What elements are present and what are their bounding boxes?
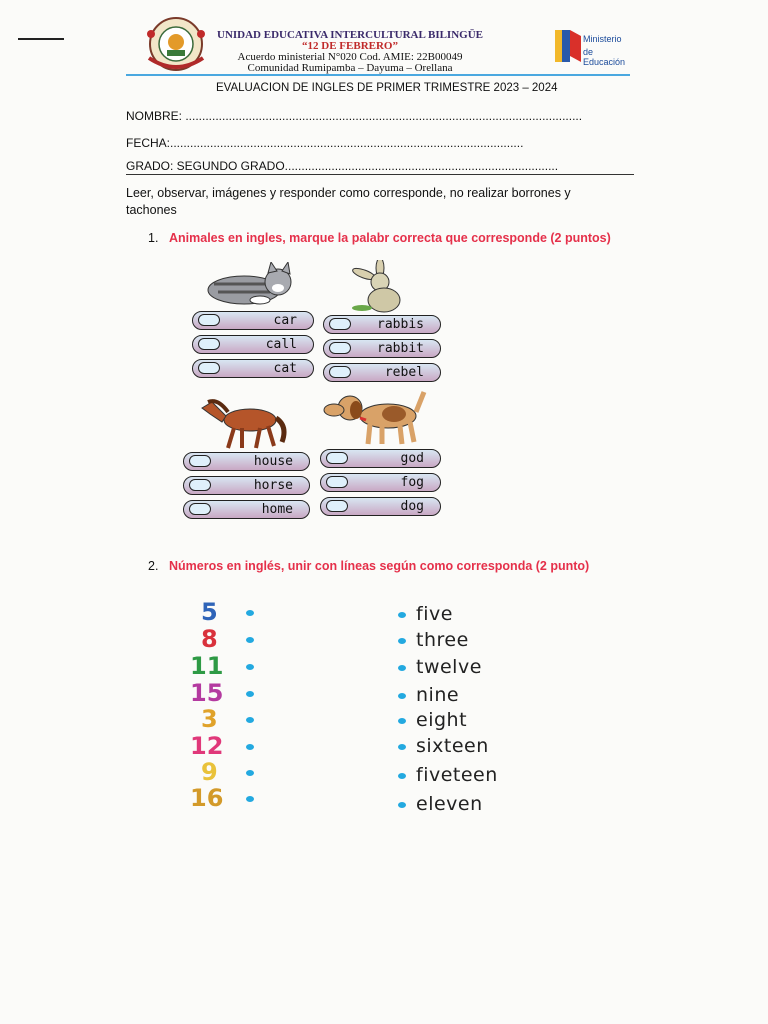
option-label: home xyxy=(261,502,293,517)
number-match-dot[interactable] xyxy=(246,691,254,697)
school-motto: “12 DE FEBRERO” xyxy=(302,40,398,52)
rabbit-image xyxy=(350,260,412,314)
word-three: three xyxy=(416,629,469,651)
number-match-dot[interactable] xyxy=(246,610,254,616)
number-8: 8 xyxy=(201,625,218,653)
margin-mark xyxy=(18,38,64,40)
agreement-line: Acuerdo ministerial N°020 Cod. AMIE: 22B00049 xyxy=(237,51,463,63)
option-dog[interactable] xyxy=(320,497,441,516)
option-cat[interactable] xyxy=(192,359,314,378)
fields-divider xyxy=(126,174,634,175)
number-match-dot[interactable] xyxy=(246,770,254,776)
radio-circle[interactable] xyxy=(189,455,211,467)
number-16: 16 xyxy=(190,784,224,812)
radio-circle[interactable] xyxy=(326,500,348,512)
option-car[interactable] xyxy=(192,311,314,330)
word-match-dot[interactable] xyxy=(398,744,406,750)
word-sixteen: sixteen xyxy=(416,735,489,757)
number-11: 11 xyxy=(190,652,224,680)
option-horse[interactable] xyxy=(183,476,310,495)
instructions-text: Leer, observar, imágenes y responder como corresponde, no realizar borrones y tachones xyxy=(126,186,571,217)
option-rebel[interactable] xyxy=(323,363,441,382)
option-fog[interactable] xyxy=(320,473,441,492)
radio-circle[interactable] xyxy=(329,318,351,330)
number-12: 12 xyxy=(190,732,224,760)
option-home[interactable] xyxy=(183,500,310,519)
radio-circle[interactable] xyxy=(189,479,211,491)
option-call[interactable] xyxy=(192,335,314,354)
option-rabbit[interactable] xyxy=(323,339,441,358)
word-five: five xyxy=(416,603,453,625)
radio-circle[interactable] xyxy=(198,362,220,374)
number-match-dot[interactable] xyxy=(246,717,254,723)
option-god[interactable] xyxy=(320,449,441,468)
option-label: rebel xyxy=(384,365,424,380)
fecha-field[interactable]: FECHA:.......................................................................................................... xyxy=(126,136,524,150)
number-15: 15 xyxy=(190,679,224,707)
option-label: house xyxy=(253,454,293,469)
number-9: 9 xyxy=(201,758,218,786)
number-3: 3 xyxy=(201,705,218,733)
community-line: Comunidad Rumipamba – Dayuma – Orellana xyxy=(247,62,453,74)
radio-circle[interactable] xyxy=(329,342,351,354)
number-match-dot[interactable] xyxy=(246,637,254,643)
question-2-number: 2. xyxy=(148,559,159,573)
word-match-dot[interactable] xyxy=(398,665,406,671)
word-match-dot[interactable] xyxy=(398,773,406,779)
header-divider xyxy=(126,74,630,76)
question-1-text: Animales en ingles, marque la palabr correcta que corresponde (2 puntos) xyxy=(169,231,611,245)
number-match-dot[interactable] xyxy=(246,664,254,670)
option-house[interactable] xyxy=(183,452,310,471)
radio-circle[interactable] xyxy=(198,314,220,326)
word-eleven: eleven xyxy=(416,793,483,815)
word-nine: nine xyxy=(416,684,460,706)
word-match-dot[interactable] xyxy=(398,693,406,699)
school-name: UNIDAD EDUCATIVA INTERCULTURAL BILINGÜE xyxy=(217,29,483,41)
question-1-number: 1. xyxy=(148,231,159,245)
radio-circle[interactable] xyxy=(326,452,348,464)
radio-circle[interactable] xyxy=(326,476,348,488)
question-2-text: Números en inglés, unir con líneas según como corresponda (2 punto) xyxy=(169,559,590,573)
option-label: cat xyxy=(273,361,297,376)
number-match-dot[interactable] xyxy=(246,796,254,802)
radio-circle[interactable] xyxy=(189,503,211,515)
nombre-field[interactable]: NOMBRE: ....................................................................................................................... xyxy=(126,109,583,123)
word-eight: eight xyxy=(416,709,468,731)
option-label: rabbis xyxy=(377,317,424,332)
ministry-name-2: de Educación xyxy=(583,47,626,67)
number-5: 5 xyxy=(201,598,218,626)
exam-title: EVALUACION DE INGLES DE PRIMER TRIMESTRE 2023 – 2024 xyxy=(216,82,558,94)
option-label: horse xyxy=(253,478,293,493)
option-rabbis[interactable] xyxy=(323,315,441,334)
option-label: call xyxy=(265,337,297,352)
dog-image xyxy=(320,388,430,446)
option-label: rabbit xyxy=(377,341,424,356)
word-match-dot[interactable] xyxy=(398,718,406,724)
word-match-dot[interactable] xyxy=(398,638,406,644)
option-label: fog xyxy=(400,475,424,490)
grado-field[interactable]: GRADO: SEGUNDO GRADO.................................................................................. xyxy=(126,159,559,173)
option-label: car xyxy=(273,313,297,328)
number-match-dot[interactable] xyxy=(246,744,254,750)
radio-circle[interactable] xyxy=(329,366,351,378)
horse-image xyxy=(198,396,290,450)
word-match-dot[interactable] xyxy=(398,612,406,618)
option-label: god xyxy=(400,451,424,466)
radio-circle[interactable] xyxy=(198,338,220,350)
word-fiveteen: fiveteen xyxy=(416,764,498,786)
ministry-name-1: Ministerio xyxy=(583,34,622,44)
ministry-logo xyxy=(555,28,635,68)
option-label: dog xyxy=(400,499,424,514)
word-match-dot[interactable] xyxy=(398,802,406,808)
word-twelve: twelve xyxy=(416,656,482,678)
cat-image xyxy=(204,262,300,306)
